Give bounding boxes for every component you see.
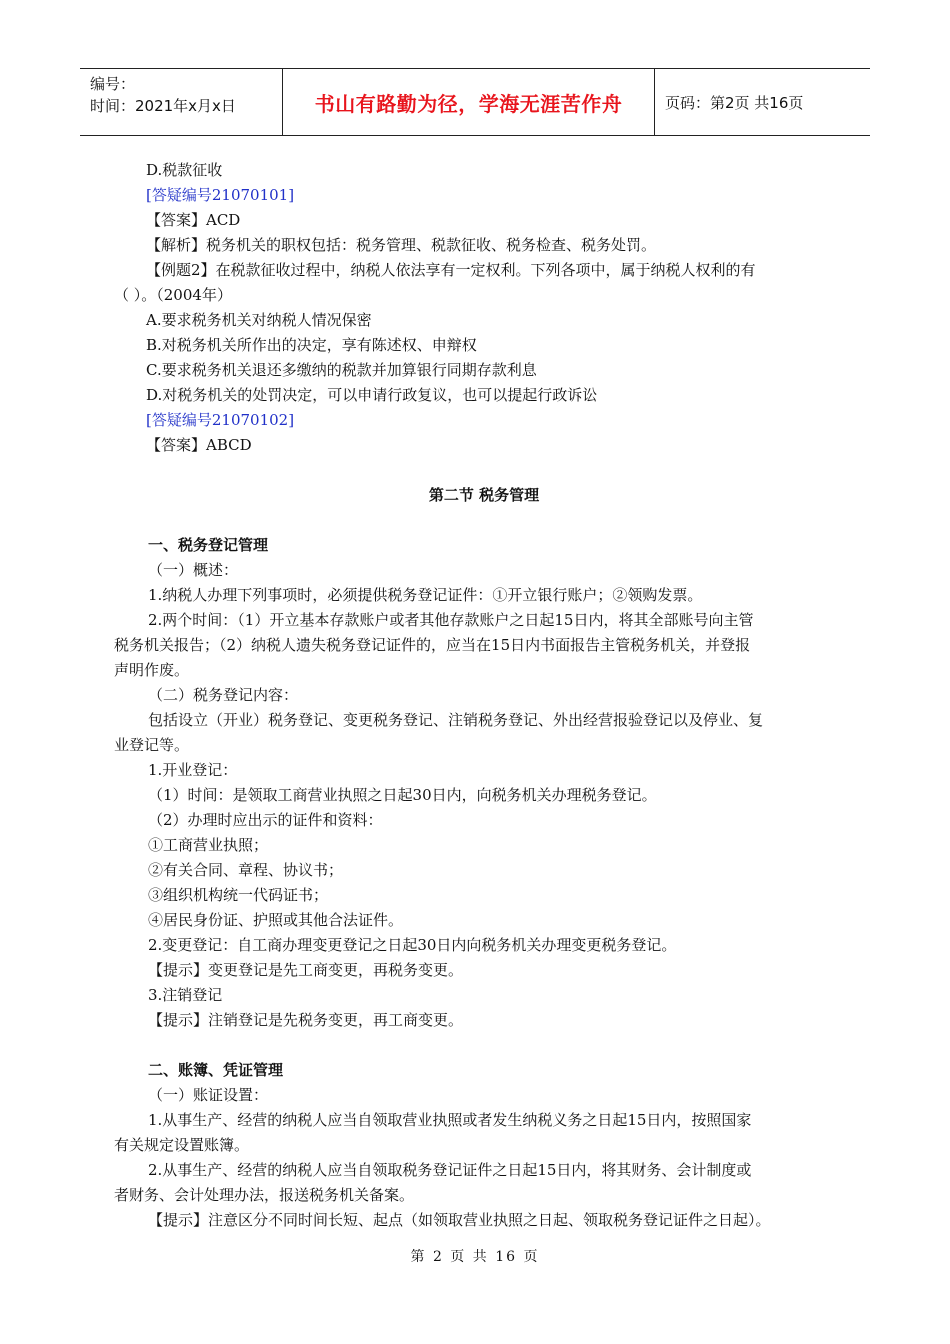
answer-2: 【答案】ABCD: [146, 436, 252, 454]
paragraph-line: （1）时间：是领取工商营业执照之日起30日内，向税务机关办理税务登记。: [148, 786, 657, 804]
paragraph-line: （一）概述：: [148, 561, 239, 579]
paragraph-line: （二）税务登记内容：: [148, 686, 299, 704]
part2-heading: 二、账簿、凭证管理: [148, 1061, 284, 1079]
paragraph-line: ③组织机构统一代码证书；: [148, 886, 329, 904]
option-d: D.税款征收: [146, 161, 223, 179]
paragraph-line: 者财务、会计处理办法，报送税务机关备案。: [114, 1186, 415, 1204]
paragraph-line: ④居民身份证、护照或其他合法证件。: [148, 911, 404, 929]
paragraph-line: 2.从事生产、经营的纳税人应当自领取税务登记证件之日起15日内，将其财务、会计制度或: [148, 1161, 752, 1179]
paragraph-line: 1.从事生产、经营的纳税人应当自领取营业执照或者发生纳税义务之日起15日内，按照国家: [148, 1111, 752, 1129]
example-2-cont: （ ）。（2004年）: [114, 286, 232, 304]
page-header: [80, 68, 870, 136]
paragraph-line: ②有关合同、章程、协议书；: [148, 861, 344, 879]
paragraph-line: 3.注销登记: [148, 986, 223, 1004]
paragraph-line: 【提示】注销登记是先税务变更，再工商变更。: [148, 1011, 464, 1029]
part1-heading: 一、税务登记管理: [148, 536, 269, 554]
paragraph-line: 1.开业登记：: [148, 761, 238, 779]
qa-ref-2[interactable]: [答疑编号21070102]: [146, 411, 295, 429]
option-a: A.要求税务机关对纳税人情况保密: [146, 311, 372, 329]
paragraph-line: 【提示】变更登记是先工商变更，再税务变更。: [148, 961, 464, 979]
example-2: 【例题2】在税款征收过程中，纳税人依法享有一定权利。下列各项中，属于纳税人权利的有: [146, 261, 756, 279]
paragraph-line: （一）账证设置：: [148, 1086, 269, 1104]
paragraph-line: 1.纳税人办理下列事项时，必须提供税务登记证件：①开立银行账户；②领购发票。: [148, 586, 703, 604]
spacer: [114, 1033, 854, 1058]
paragraph-line: 业登记等。: [114, 736, 190, 754]
paragraph-line: 声明作废。: [114, 661, 190, 679]
header-meta: [80, 69, 283, 135]
paragraph-line: 有关规定设置账簿。: [114, 1136, 250, 1154]
option-b: B.对税务机关所作出的决定，享有陈述权、申辩权: [146, 336, 477, 354]
paragraph-line: 2.两个时间：（1）开立基本存款账户或者其他存款账户之日起15日内，将其全部账号向主管: [148, 611, 754, 629]
paragraph-line: ①工商营业执照；: [148, 836, 269, 854]
paragraph-line: 2.变更登记：自工商办理变更登记之日起30日内向税务机关办理变更税务登记。: [148, 936, 677, 954]
header-page-label: 页码：第2页 共16页: [665, 93, 804, 112]
paragraph-line: 税务机关报告；（2）纳税人遗失税务登记证件的，应当在15日内书面报告主管税务机关，并登报: [114, 636, 751, 654]
option-d-2: D.对税务机关的处罚决定，可以申请行政复议，也可以提起行政诉讼: [146, 386, 598, 404]
document-body: [114, 158, 854, 1233]
doc-code-label: 编号：: [90, 75, 136, 93]
option-c: C.要求税务机关退还多缴纳的税款并加算银行同期存款利息: [146, 361, 537, 379]
paragraph-line: 包括设立（开业）税务登记、变更税务登记、注销税务登记、外出经营报验登记以及停业、复: [148, 711, 764, 729]
explanation-1: 【解析】税务机关的职权包括：税务管理、税款征收、税务检查、税务处罚。: [146, 236, 657, 254]
qa-ref-1[interactable]: [答疑编号21070101]: [146, 186, 295, 204]
answer-1: 【答案】ACD: [146, 211, 241, 229]
header-motto: 书山有路勤为径，学海无涯苦作舟: [283, 69, 655, 135]
paragraph-line: 【提示】注意区分不同时间长短、起点（如领取营业执照之日起、领取税务登记证件之日起）。: [148, 1211, 771, 1229]
section-title: 第二节 税务管理: [428, 486, 540, 504]
doc-date-label: 时间：2021年x月x日: [90, 97, 236, 115]
page-footer: 第 2 页 共 16 页: [410, 1249, 540, 1265]
paragraph-line: （2）办理时应出示的证件和资料：: [148, 811, 383, 829]
